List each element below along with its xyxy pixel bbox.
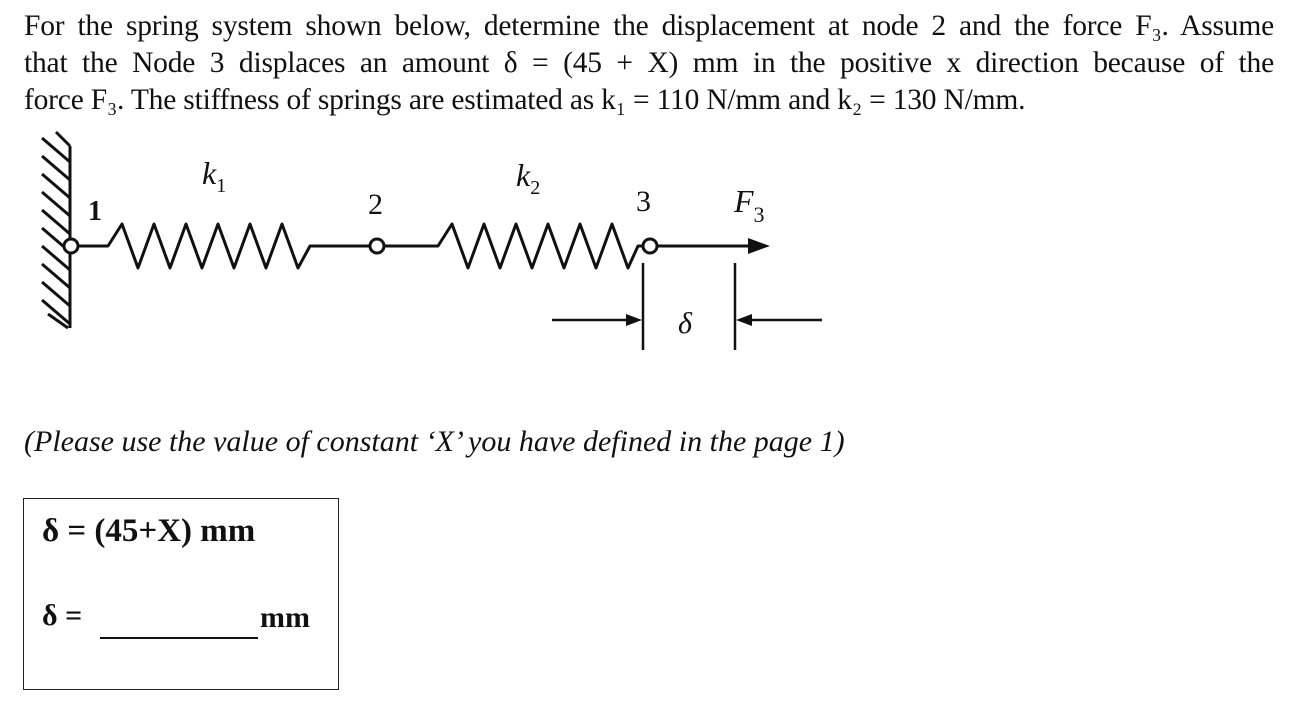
problem-line-3: force F₃. The stiffness of springs are estimated as k₁ = 110 N/mm and k₂ = 130 N/mm. xyxy=(24,84,1026,116)
problem-statement xyxy=(24,8,1274,119)
spring-k1 xyxy=(76,224,370,268)
answer-unit: mm xyxy=(260,601,310,634)
spring-k2-label xyxy=(516,157,540,199)
node-3-pin xyxy=(643,239,657,253)
answer-row xyxy=(42,599,332,639)
node-3-label: 3 xyxy=(636,185,651,218)
answer-box xyxy=(23,498,339,690)
instruction-note: (Please use the value of constant ‘X’ you have defined in the page 1) xyxy=(24,425,845,458)
node-2-label: 2 xyxy=(368,188,383,221)
force-arrow xyxy=(657,238,770,254)
problem-line-2: that the Node 3 displaces an amount δ = (45 + X) mm in the positive x direction because of the xyxy=(24,47,1274,79)
node-2-pin xyxy=(370,239,384,253)
node-1-pin xyxy=(64,239,78,253)
force-f3-label xyxy=(733,183,765,227)
answer-label: δ = xyxy=(42,599,83,632)
force-f3-symbol: F xyxy=(734,183,754,219)
node-1-label: 1 xyxy=(88,196,102,227)
problem-line-1: For the spring system shown below, determine the displacement at node 2 and the force F₃. Assume xyxy=(24,10,1274,42)
spring-k2-subscript: 2 xyxy=(530,177,541,199)
fixed-wall xyxy=(42,132,70,328)
given-delta: δ = (45+X) mm xyxy=(42,513,256,549)
spring-k1-subscript: 1 xyxy=(216,175,227,197)
spring-system-diagram xyxy=(30,128,830,358)
spring-k2 xyxy=(384,224,642,268)
spring-k2-symbol: k xyxy=(516,157,531,193)
delta-label: δ xyxy=(678,307,692,340)
answer-blank-field[interactable] xyxy=(100,637,258,639)
spring-k1-symbol: k xyxy=(202,155,217,191)
force-f3-subscript: 3 xyxy=(753,202,765,227)
spring-k1-label xyxy=(202,155,226,197)
